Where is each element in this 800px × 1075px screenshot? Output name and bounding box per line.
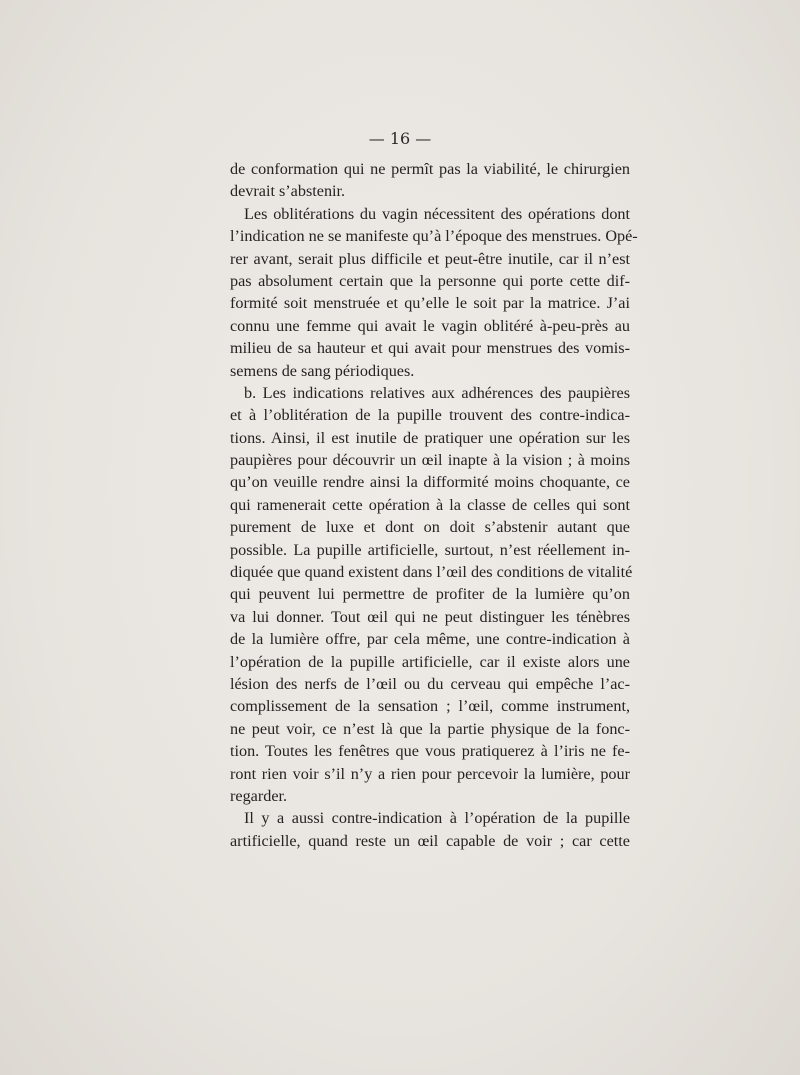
text-line: formité soit menstruée et qu’elle le soit par la matrice. J’ai bbox=[230, 294, 630, 313]
text-line: l’indication ne se manifeste qu’à l’époque des menstrues. Opé- bbox=[230, 227, 638, 246]
text-line: Il y a aussi contre-indication à l’opération de la pupille bbox=[244, 809, 630, 828]
text-line: regarder. bbox=[230, 786, 288, 805]
text-line: ne peut voir, ce n’est là que la partie physique de la fonc- bbox=[230, 719, 630, 738]
text-line: artificielle, quand reste un œil capable de voir ; car cette bbox=[230, 831, 630, 850]
text-line: pas absolument certain que la personne qui porte cette dif- bbox=[230, 271, 630, 290]
text-line: lésion des nerfs de l’œil ou du cerveau qui empêche l’ac- bbox=[230, 674, 630, 693]
text-line: l’opération de la pupille artificielle, car il existe alors une bbox=[230, 652, 630, 671]
text-line: devrait s’abstenir. bbox=[230, 182, 346, 201]
text-line: b. Les indications relatives aux adhérences des paupières bbox=[244, 383, 630, 402]
text-line: va lui donner. Tout œil qui ne peut distinguer les ténèbres bbox=[230, 607, 630, 626]
text-line: semens de sang périodiques. bbox=[230, 361, 415, 380]
text-line: connu une femme qui avait le vagin oblitéré à-peu-près au bbox=[230, 316, 630, 335]
text-line: complissement de la sensation ; l’œil, comme instrument, bbox=[230, 697, 630, 716]
text-line: tions. Ainsi, il est inutile de pratiquer une opération sur les bbox=[230, 428, 630, 447]
text-line: ront rien voir s’il n’y a rien pour percevoir la lumière, pour bbox=[230, 764, 630, 783]
text-line: de la lumière offre, par cela même, une contre-indication à bbox=[230, 630, 630, 649]
text-line: qu’on veuille rendre ainsi la difformité moins choquante, ce bbox=[230, 473, 630, 492]
text-line: Les oblitérations du vagin nécessitent des opérations dont bbox=[244, 204, 630, 223]
body-text bbox=[230, 158, 638, 852]
text-line: tion. Toutes les fenêtres que vous pratiquerez à l’iris ne fe- bbox=[230, 742, 630, 761]
text-line: rer avant, serait plus difficile et peut-être inutile, car il n’est bbox=[230, 249, 630, 268]
text-line: purement de luxe et dont on doit s’abstenir autant que bbox=[230, 518, 630, 537]
page-number: — 16 — bbox=[368, 129, 432, 148]
text-line: qui peuvent lui permettre de profiter de la lumière qu’on bbox=[230, 585, 630, 604]
text-line: de conformation qui ne permît pas la viabilité, le chirurgien bbox=[230, 160, 630, 178]
text-line: milieu de sa hauteur et qui avait pour menstrues des vomis- bbox=[230, 339, 630, 358]
text-line: diquée que quand existent dans l’œil des conditions de vitalité bbox=[230, 563, 633, 582]
text-line: possible. La pupille artificielle, surtout, n’est réellement in- bbox=[230, 540, 630, 559]
text-line: et à l’oblitération de la pupille trouvent des contre-indica- bbox=[230, 406, 630, 425]
text-line: qui ramenerait cette opération à la classe de celles qui sont bbox=[230, 495, 630, 514]
text-line: paupières pour découvrir un œil inapte à la vision ; à moins bbox=[230, 451, 630, 470]
